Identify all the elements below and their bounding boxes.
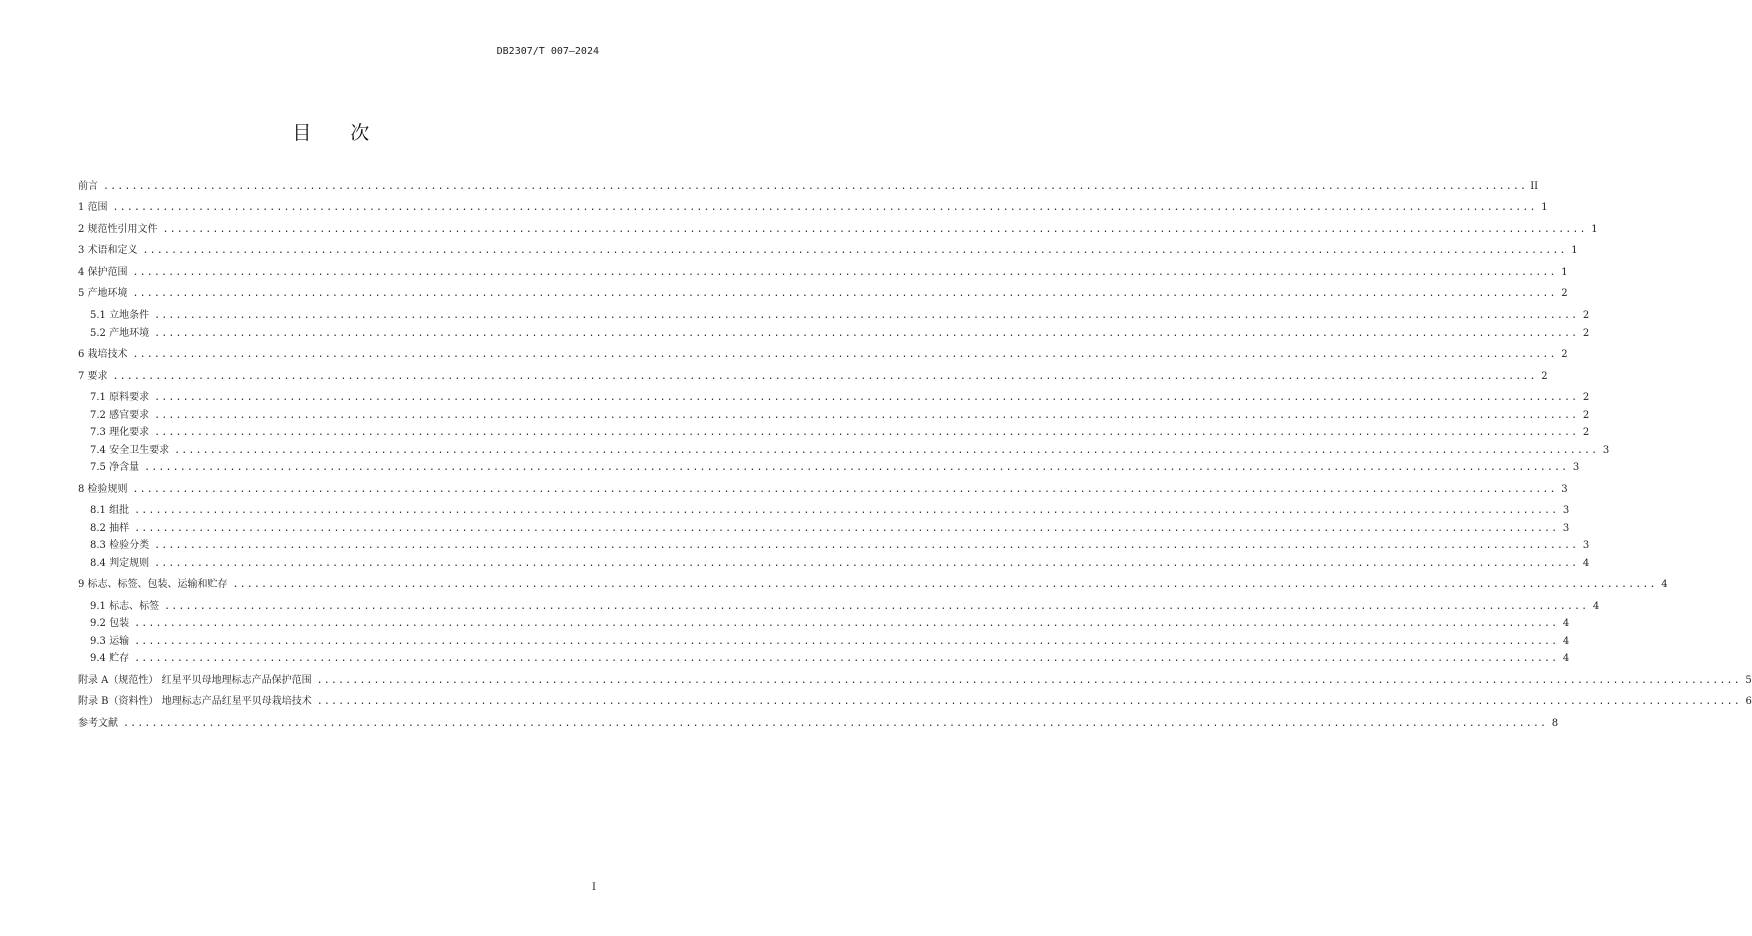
- toc-dot-leader: ........................................................................................................................................................................................................: [144, 462, 1569, 473]
- toc-entry[interactable]: [78, 717, 1559, 731]
- toc-entry[interactable]: [78, 370, 1548, 384]
- toc-entry-label: 7 要求: [78, 371, 108, 382]
- toc-dot-leader: ........................................................................................................................................................................................................: [123, 718, 1548, 729]
- toc-entry[interactable]: [78, 327, 1590, 341]
- toc-entry-label: 5.1 立地条件: [90, 310, 150, 321]
- toc-entry-label: 9 标志、标签、包装、运输和贮存: [78, 579, 228, 590]
- toc-entry-page: 1: [1571, 245, 1578, 256]
- toc-entry-page: 2: [1582, 310, 1590, 321]
- toc-entry[interactable]: [78, 461, 1580, 475]
- toc-dot-leader: ........................................................................................................................................................................................................: [162, 224, 1587, 235]
- toc-entry-label: 7.4 安全卫生要求: [90, 445, 170, 456]
- toc-entry-page: 2: [1582, 427, 1590, 438]
- toc-entry-page: 8: [1551, 718, 1559, 729]
- toc-entry-label: 7.1 原料要求: [90, 392, 150, 403]
- toc-dot-leader: ........................................................................................................................................................................................................: [112, 371, 1537, 382]
- toc-entry[interactable]: [78, 426, 1590, 440]
- toc-entry[interactable]: [78, 391, 1590, 405]
- toc-entry[interactable]: [78, 180, 1539, 194]
- toc-entry-page: 2: [1541, 371, 1548, 382]
- document-code: DB2307/T 007—2024: [496, 46, 599, 57]
- toc-dot-leader: ........................................................................................................................................................................................................: [132, 484, 1557, 495]
- toc-entry-label: 7.2 感官要求: [90, 410, 150, 421]
- toc-entry-label: 8.2 抽样: [90, 523, 130, 534]
- toc-entry-page: 4: [1582, 558, 1590, 569]
- toc-dot-leader: ........................................................................................................................................................................................................: [134, 505, 1559, 516]
- toc-entry[interactable]: [78, 539, 1590, 553]
- toc-dot-leader: ........................................................................................................................................................................................................: [154, 558, 1579, 569]
- toc-entry-page: 2: [1582, 392, 1590, 403]
- toc-entry[interactable]: [78, 266, 1568, 280]
- toc-entry-label: 5 产地环境: [78, 288, 128, 299]
- toc-dot-leader: ........................................................................................................................................................................................................: [134, 653, 1559, 664]
- toc-dot-leader: ........................................................................................................................................................................................................: [154, 328, 1579, 339]
- toc-entry[interactable]: [78, 409, 1590, 423]
- toc-entry-label: 附录 B（资料性） 地理标志产品红星平贝母栽培技术: [78, 696, 312, 707]
- toc-entry-page: 3: [1602, 445, 1610, 456]
- toc-entry-page: 3: [1572, 462, 1580, 473]
- toc-entry-label: 9.2 包装: [90, 618, 130, 629]
- toc-dot-leader: ........................................................................................................................................................................................................: [174, 445, 1599, 456]
- toc-entry-page: 4: [1661, 579, 1668, 590]
- toc-entry[interactable]: [78, 695, 1752, 709]
- toc-entry-page: 1: [1591, 224, 1598, 235]
- toc-dot-leader: ........................................................................................................................................................................................................: [154, 410, 1579, 421]
- toc-entry-label: 参考文献: [78, 718, 118, 729]
- toc-entry-label: 7.5 净含量: [90, 462, 140, 473]
- toc-entry-page: 4: [1562, 618, 1570, 629]
- toc-dot-leader: ........................................................................................................................................................................................................: [154, 540, 1579, 551]
- toc-entry-label: 前言: [78, 181, 98, 192]
- toc-entry-page: II: [1530, 181, 1539, 192]
- toc-entry[interactable]: [78, 600, 1600, 614]
- toc-entry-page: 2: [1582, 328, 1590, 339]
- toc-dot-leader: ........................................................................................................................................................................................................: [134, 523, 1559, 534]
- toc-entry-page: 4: [1592, 601, 1600, 612]
- toc-entry[interactable]: [78, 557, 1590, 571]
- toc-entry[interactable]: [78, 444, 1610, 458]
- toc-dot-leader: ........................................................................................................................................................................................................: [316, 675, 1741, 686]
- toc-dot-leader: ........................................................................................................................................................................................................: [134, 618, 1559, 629]
- toc-entry-page: 1: [1541, 202, 1548, 213]
- toc-entry-label: 9.4 贮存: [90, 653, 130, 664]
- toc-dot-leader: ........................................................................................................................................................................................................: [134, 636, 1559, 647]
- toc-entry-label: 8.1 组批: [90, 505, 130, 516]
- toc-entry-page: 2: [1561, 288, 1568, 299]
- toc-entry-page: 4: [1562, 653, 1570, 664]
- toc-entry-label: 8.4 判定规则: [90, 558, 150, 569]
- toc-entry-page: 3: [1562, 505, 1570, 516]
- toc-dot-leader: ........................................................................................................................................................................................................: [316, 696, 1741, 707]
- toc-entry-label: 9.1 标志、标签: [90, 601, 160, 612]
- page-number: I: [592, 882, 596, 893]
- toc-entry[interactable]: [78, 617, 1570, 631]
- toc-dot-leader: ........................................................................................................................................................................................................: [103, 181, 1528, 192]
- toc-dot-leader: ........................................................................................................................................................................................................: [164, 601, 1589, 612]
- toc-entry[interactable]: [78, 287, 1568, 301]
- toc-entry[interactable]: [78, 674, 1752, 688]
- toc-entry-label: 8 检验规则: [78, 484, 128, 495]
- toc-entry[interactable]: [78, 309, 1590, 323]
- toc-entry-label: 4 保护范围: [78, 267, 128, 278]
- toc-entry[interactable]: [78, 223, 1598, 237]
- toc-entry-label: 6 栽培技术: [78, 349, 128, 360]
- toc-entry-label: 1 范围: [78, 202, 108, 213]
- toc-entry[interactable]: [78, 201, 1548, 215]
- toc-entry[interactable]: [78, 522, 1570, 536]
- toc-entry-label: 3 术语和定义: [78, 245, 138, 256]
- toc-dot-leader: ........................................................................................................................................................................................................: [154, 392, 1579, 403]
- page-title: 目 次: [292, 122, 370, 144]
- toc-entry-page: 2: [1561, 349, 1568, 360]
- toc-dot-leader: ........................................................................................................................................................................................................: [154, 310, 1579, 321]
- toc-entry-label: 附录 A（规范性） 红星平贝母地理标志产品保护范围: [78, 675, 312, 686]
- toc-dot-leader: ........................................................................................................................................................................................................: [112, 202, 1537, 213]
- toc-entry-page: 3: [1562, 523, 1570, 534]
- toc-entry-page: 1: [1561, 267, 1568, 278]
- toc-dot-leader: ........................................................................................................................................................................................................: [132, 267, 1557, 278]
- toc-entry[interactable]: [78, 504, 1570, 518]
- toc-entry-label: 8.3 检验分类: [90, 540, 150, 551]
- toc-entry[interactable]: [78, 652, 1570, 666]
- toc-entry[interactable]: [78, 483, 1568, 497]
- toc-entry[interactable]: [78, 348, 1568, 362]
- toc-dot-leader: ........................................................................................................................................................................................................: [132, 288, 1557, 299]
- toc-entry-page: 4: [1562, 636, 1570, 647]
- toc-entry-page: 6: [1745, 696, 1752, 707]
- toc-entry[interactable]: [78, 578, 1668, 592]
- toc-entry-label: 2 规范性引用文件: [78, 224, 158, 235]
- toc-entry-page: 3: [1561, 484, 1568, 495]
- toc-dot-leader: ........................................................................................................................................................................................................: [154, 427, 1579, 438]
- toc-dot-leader: ........................................................................................................................................................................................................: [132, 349, 1557, 360]
- toc-dot-leader: ........................................................................................................................................................................................................: [232, 579, 1657, 590]
- toc-entry[interactable]: [78, 635, 1570, 649]
- toc-entry-page: 3: [1582, 540, 1590, 551]
- toc-entry-page: 5: [1745, 675, 1752, 686]
- toc-entry-page: 2: [1582, 410, 1590, 421]
- toc-entry-label: 9.3 运输: [90, 636, 130, 647]
- toc-entry-label: 5.2 产地环境: [90, 328, 150, 339]
- toc-entry-label: 7.3 理化要求: [90, 427, 150, 438]
- toc-entry[interactable]: [78, 244, 1578, 258]
- toc-dot-leader: ........................................................................................................................................................................................................: [142, 245, 1567, 256]
